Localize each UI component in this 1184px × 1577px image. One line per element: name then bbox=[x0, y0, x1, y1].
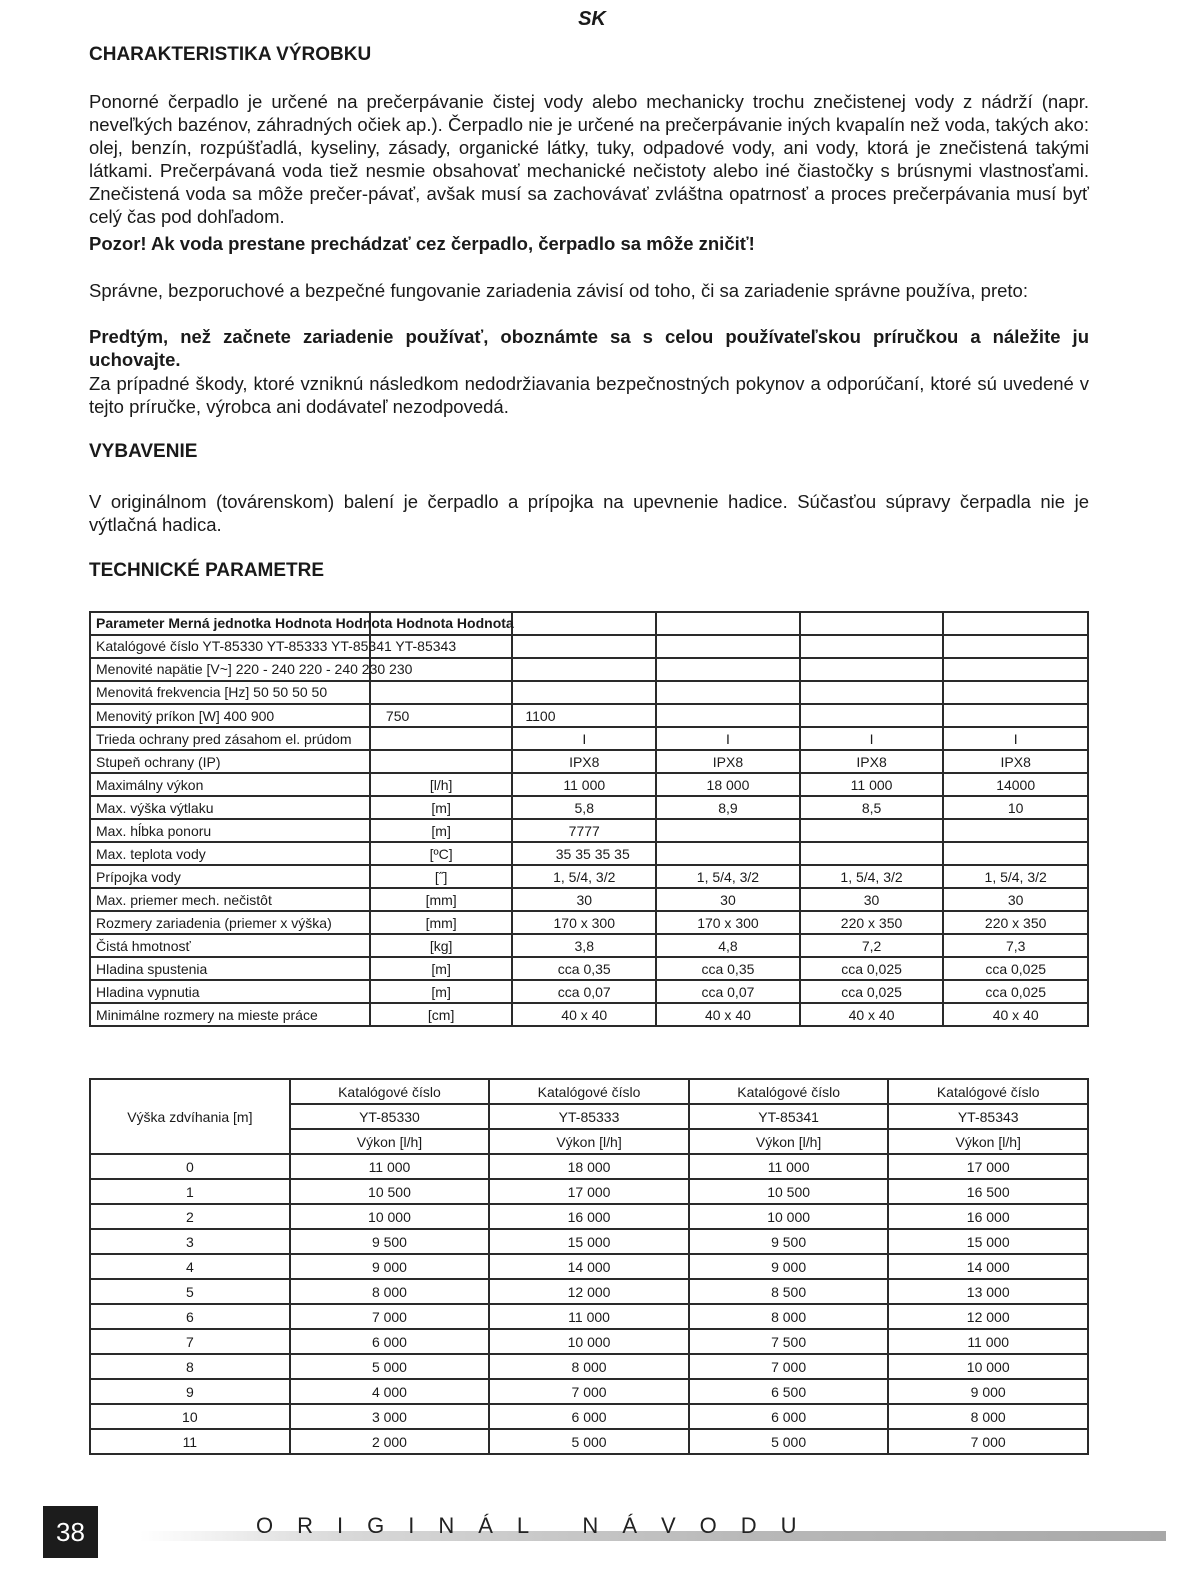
cell: 750 bbox=[370, 704, 512, 727]
output-cell: 5 000 bbox=[290, 1354, 490, 1379]
output-cell: 5 000 bbox=[489, 1429, 689, 1454]
output-cell: 14 000 bbox=[489, 1254, 689, 1279]
table-row bbox=[90, 1229, 1088, 1254]
unit-cell: [˝] bbox=[370, 865, 512, 888]
output-cell: 11 000 bbox=[489, 1304, 689, 1329]
cell: cca 0,07 bbox=[512, 980, 656, 1003]
table-row bbox=[90, 658, 1088, 681]
section-characteristics bbox=[89, 44, 1089, 66]
cell: 3,8 bbox=[512, 934, 656, 957]
table-row bbox=[90, 980, 1088, 1003]
output-cell: 11 000 bbox=[290, 1154, 490, 1179]
output-cell: 4 000 bbox=[290, 1379, 490, 1404]
cell: 8,9 bbox=[656, 796, 800, 819]
cell: cca 0,025 bbox=[943, 957, 1088, 980]
unit-cell: [m] bbox=[370, 957, 512, 980]
unit-header: Výkon [l/h] bbox=[290, 1129, 490, 1154]
table-row bbox=[90, 842, 1088, 865]
spec-table bbox=[89, 611, 1089, 1027]
cell: IPX8 bbox=[800, 750, 944, 773]
output-cell: 9 000 bbox=[888, 1379, 1088, 1404]
bold-manual-wrap bbox=[89, 325, 1089, 371]
table-row bbox=[90, 612, 1088, 635]
table-row bbox=[90, 1204, 1088, 1229]
cell: cca 0,025 bbox=[943, 980, 1088, 1003]
lift-height-cell: 4 bbox=[90, 1254, 290, 1279]
cell: 40 x 40 bbox=[656, 1003, 800, 1026]
output-cell: 10 000 bbox=[489, 1329, 689, 1354]
table-row bbox=[90, 957, 1088, 980]
row-label: Max. hĺbka ponoru bbox=[90, 819, 370, 842]
table-row bbox=[90, 1429, 1088, 1454]
lift-height-cell: 10 bbox=[90, 1404, 290, 1429]
table-row bbox=[90, 727, 1088, 750]
table-row bbox=[90, 796, 1088, 819]
table-row bbox=[90, 1003, 1088, 1026]
cell: IPX8 bbox=[512, 750, 656, 773]
cell: cca 0,025 bbox=[800, 957, 944, 980]
row-label: Menovitý príkon [W] 400 900 bbox=[90, 704, 370, 727]
table-row bbox=[90, 1254, 1088, 1279]
lift-height-cell: 7 bbox=[90, 1329, 290, 1354]
column-header: Katalógové číslo bbox=[290, 1079, 490, 1104]
row-label: Max. teplota vody bbox=[90, 842, 370, 865]
row-label: Max. výška výtlaku bbox=[90, 796, 370, 819]
cell: 11 000 bbox=[800, 773, 944, 796]
output-cell: 6 000 bbox=[489, 1404, 689, 1429]
para-equipment: V originálnom (továrenskom) balení je čerpadlo a prípojka na upevnenie hadice. Súčasťou súpravy čerpadla nie je výtlačná hadica. bbox=[89, 491, 1089, 535]
row-label: Max. priemer mech. nečistôt bbox=[90, 888, 370, 911]
cell: 10 bbox=[943, 796, 1088, 819]
output-cell: 6 000 bbox=[290, 1329, 490, 1354]
output-cell: 2 000 bbox=[290, 1429, 490, 1454]
cell: 7,2 bbox=[800, 934, 944, 957]
cell: 35 35 35 35 bbox=[512, 842, 656, 865]
row-label: Čistá hmotnosť bbox=[90, 934, 370, 957]
unit-cell: [m] bbox=[370, 980, 512, 1003]
output-cell: 3 000 bbox=[290, 1404, 490, 1429]
table-row bbox=[90, 934, 1088, 957]
merged-cell: Parameter Merná jednotka Hodnota Hodnota Hodnota Hodnota bbox=[90, 612, 370, 635]
output-cell: 8 500 bbox=[689, 1279, 889, 1304]
cell: 4,8 bbox=[656, 934, 800, 957]
cell: 8,5 bbox=[800, 796, 944, 819]
para-purpose: Ponorné čerpadlo je určené na prečerpávanie čistej vody alebo mechanicky trochu znečistenej vody z nádrží (napr. neveľkých bazénov, záhradných očiek ap.). Čerpadlo nie je určené na prečerpávanie iných kvapalín než voda, takých ako: olej, benzín, rozpúšťadlá, kyseliny, zásady, organické látky, tuky, odpadové vody, ani vody, ktorá je znečistená takými látkami. Prečerpávaná voda tiež nesmie obsahovať mechanické nečistoty alebo iné čiastočky s brúsnymi vlastnosťami. Znečistená voda sa môže prečer-pávať, avšak musí sa zachovávať zvláštna opatrnosť a proces prečerpávania musí byť celý čas pod dohľadom. bbox=[89, 91, 1089, 227]
cell: 170 x 300 bbox=[512, 911, 656, 934]
row-label: Trieda ochrany pred zásahom el. prúdom bbox=[90, 727, 370, 750]
table-row bbox=[90, 1354, 1088, 1379]
cell: 14000 bbox=[943, 773, 1088, 796]
output-cell: 15 000 bbox=[888, 1229, 1088, 1254]
unit-cell: [m] bbox=[370, 796, 512, 819]
cell: 5,8 bbox=[512, 796, 656, 819]
output-cell: 16 000 bbox=[888, 1204, 1088, 1229]
column-header: Katalógové číslo bbox=[888, 1079, 1088, 1104]
table-row bbox=[90, 773, 1088, 796]
read-manual-text: Predtým, než začnete zariadenie používať, oboznámte sa s celou používateľskou príručkou a náležite ju uchovajte. bbox=[89, 326, 1089, 370]
para-liability-wrap bbox=[89, 372, 1089, 418]
output-cell: 8 000 bbox=[489, 1354, 689, 1379]
cell: 1, 5/4, 3/2 bbox=[943, 865, 1088, 888]
table-row bbox=[90, 1404, 1088, 1429]
lift-table-body bbox=[90, 1154, 1088, 1454]
footer-title: ORIGINÁL NÁVODU bbox=[256, 1513, 821, 1538]
cell: 7,3 bbox=[943, 934, 1088, 957]
output-cell: 16 500 bbox=[888, 1179, 1088, 1204]
cell: 220 x 350 bbox=[800, 911, 944, 934]
lift-height-cell: 8 bbox=[90, 1354, 290, 1379]
output-cell: 12 000 bbox=[888, 1304, 1088, 1329]
unit-cell: [mm] bbox=[370, 911, 512, 934]
unit-header: Výkon [l/h] bbox=[689, 1129, 889, 1154]
model-header: YT-85343 bbox=[888, 1104, 1088, 1129]
output-cell: 10 000 bbox=[689, 1204, 889, 1229]
cell: 30 bbox=[800, 888, 944, 911]
table-row bbox=[90, 1304, 1088, 1329]
output-cell: 7 000 bbox=[290, 1304, 490, 1329]
unit-cell: [kg] bbox=[370, 934, 512, 957]
table-header-row bbox=[90, 1079, 1088, 1104]
output-cell: 11 000 bbox=[689, 1154, 889, 1179]
cell: 30 bbox=[943, 888, 1088, 911]
table-row bbox=[90, 888, 1088, 911]
output-cell: 7 500 bbox=[689, 1329, 889, 1354]
output-cell: 7 000 bbox=[489, 1379, 689, 1404]
lift-height-cell: 0 bbox=[90, 1154, 290, 1179]
row-label: Stupeň ochrany (IP) bbox=[90, 750, 370, 773]
lift-height-cell: 5 bbox=[90, 1279, 290, 1304]
lift-height-cell: 11 bbox=[90, 1429, 290, 1454]
output-cell: 11 000 bbox=[888, 1329, 1088, 1354]
output-cell: 10 500 bbox=[290, 1179, 490, 1204]
output-cell: 18 000 bbox=[489, 1154, 689, 1179]
output-cell: 8 000 bbox=[290, 1279, 490, 1304]
table-row bbox=[90, 1279, 1088, 1304]
table-row bbox=[90, 681, 1088, 704]
table-row bbox=[90, 1179, 1088, 1204]
output-cell: 14 000 bbox=[888, 1254, 1088, 1279]
cell: 30 bbox=[656, 888, 800, 911]
table-row bbox=[90, 911, 1088, 934]
table-row bbox=[90, 750, 1088, 773]
unit-cell: [ºC] bbox=[370, 842, 512, 865]
output-cell: 7 000 bbox=[888, 1429, 1088, 1454]
lift-height-cell: 2 bbox=[90, 1204, 290, 1229]
heading-equipment: VYBAVENIE bbox=[89, 441, 198, 462]
para-liability: Za prípadné škody, ktoré vzniknú následkom nedodržiavania bezpečnostných pokynov a odporúčaní, ktoré sú uvedené v tejto príručke, výrobca ani dodávateľ nezodpovedá. bbox=[89, 373, 1089, 417]
output-cell: 9 500 bbox=[290, 1229, 490, 1254]
output-cell: 10 000 bbox=[888, 1354, 1088, 1379]
output-cell: 6 500 bbox=[689, 1379, 889, 1404]
table-row bbox=[90, 865, 1088, 888]
output-cell: 9 000 bbox=[290, 1254, 490, 1279]
cell: I bbox=[800, 727, 944, 750]
column-header: Katalógové číslo bbox=[689, 1079, 889, 1104]
merged-cell: Katalógové číslo YT-85330 YT-85333 YT-85341 YT-85343 bbox=[90, 635, 370, 658]
unit-header: Výkon [l/h] bbox=[489, 1129, 689, 1154]
output-cell: 6 000 bbox=[689, 1404, 889, 1429]
cell: IPX8 bbox=[656, 750, 800, 773]
row-label: Rozmery zariadenia (priemer x výška) bbox=[90, 911, 370, 934]
cell: I bbox=[656, 727, 800, 750]
cell: 1, 5/4, 3/2 bbox=[512, 865, 656, 888]
lift-height-cell: 9 bbox=[90, 1379, 290, 1404]
output-cell: 9 500 bbox=[689, 1229, 889, 1254]
output-cell: 15 000 bbox=[489, 1229, 689, 1254]
corner-header: Výška zdvíhania [m] bbox=[90, 1079, 290, 1154]
output-cell: 8 000 bbox=[888, 1404, 1088, 1429]
unit-cell: [l/h] bbox=[370, 773, 512, 796]
cell: 40 x 40 bbox=[800, 1003, 944, 1026]
model-header: YT-85330 bbox=[290, 1104, 490, 1129]
heading-characteristics: CHARAKTERISTIKA VÝROBKU bbox=[89, 44, 372, 65]
unit-cell bbox=[370, 750, 512, 773]
table-row bbox=[90, 1379, 1088, 1404]
cell: 40 x 40 bbox=[943, 1003, 1088, 1026]
cell: cca 0,35 bbox=[656, 957, 800, 980]
output-cell: 9 000 bbox=[689, 1254, 889, 1279]
row-label: Maximálny výkon bbox=[90, 773, 370, 796]
column-header: Katalógové číslo bbox=[489, 1079, 689, 1104]
section-equipment bbox=[89, 441, 1089, 463]
warning-text: Pozor! Ak voda prestane prechádzať cez čerpadlo, čerpadlo sa môže zničiť! bbox=[89, 233, 755, 254]
unit-cell: [cm] bbox=[370, 1003, 512, 1026]
cell: I bbox=[943, 727, 1088, 750]
unit-header: Výkon [l/h] bbox=[888, 1129, 1088, 1154]
section-technical bbox=[89, 560, 1089, 582]
cell: 1, 5/4, 3/2 bbox=[800, 865, 944, 888]
row-label: Minimálne rozmery na mieste práce bbox=[90, 1003, 370, 1026]
unit-cell: [m] bbox=[370, 819, 512, 842]
output-cell: 7 000 bbox=[689, 1354, 889, 1379]
cell: IPX8 bbox=[943, 750, 1088, 773]
cell: cca 0,35 bbox=[512, 957, 656, 980]
table-row bbox=[90, 635, 1088, 658]
page-number: 38 bbox=[43, 1506, 98, 1558]
cell: 40 x 40 bbox=[512, 1003, 656, 1026]
lift-table bbox=[89, 1078, 1089, 1455]
language-code: SK bbox=[578, 8, 606, 30]
cell: 18 000 bbox=[656, 773, 800, 796]
unit-cell: [mm] bbox=[370, 888, 512, 911]
lift-height-cell: 3 bbox=[90, 1229, 290, 1254]
table-row bbox=[90, 1154, 1088, 1179]
merged-cell: Menovitá frekvencia [Hz] 50 50 50 50 bbox=[90, 681, 370, 704]
table-row bbox=[90, 704, 1088, 727]
cell: 1100 bbox=[512, 704, 656, 727]
output-cell: 12 000 bbox=[489, 1279, 689, 1304]
row-label: Hladina spustenia bbox=[90, 957, 370, 980]
cell: I bbox=[512, 727, 656, 750]
output-cell: 8 000 bbox=[689, 1304, 889, 1329]
model-header: YT-85333 bbox=[489, 1104, 689, 1129]
lift-height-cell: 1 bbox=[90, 1179, 290, 1204]
lift-height-cell: 6 bbox=[90, 1304, 290, 1329]
cell: cca 0,07 bbox=[656, 980, 800, 1003]
table-row bbox=[90, 819, 1088, 842]
model-header: YT-85341 bbox=[689, 1104, 889, 1129]
para-usage-wrap bbox=[89, 279, 1089, 302]
output-cell: 13 000 bbox=[888, 1279, 1088, 1304]
heading-technical: TECHNICKÉ PARAMETRE bbox=[89, 560, 325, 581]
row-label: Prípojka vody bbox=[90, 865, 370, 888]
cell: 7777 bbox=[512, 819, 656, 842]
row-label: Hladina vypnutia bbox=[90, 980, 370, 1003]
cell: 220 x 350 bbox=[943, 911, 1088, 934]
output-cell: 17 000 bbox=[489, 1179, 689, 1204]
cell: 170 x 300 bbox=[656, 911, 800, 934]
output-cell: 17 000 bbox=[888, 1154, 1088, 1179]
output-cell: 10 500 bbox=[689, 1179, 889, 1204]
cell: cca 0,025 bbox=[800, 980, 944, 1003]
output-cell: 10 000 bbox=[290, 1204, 490, 1229]
cell: 1, 5/4, 3/2 bbox=[656, 865, 800, 888]
para-purpose-wrap bbox=[89, 90, 1089, 228]
output-cell: 16 000 bbox=[489, 1204, 689, 1229]
cell: 11 000 bbox=[512, 773, 656, 796]
merged-cell: Menovité napätie [V~] 220 - 240 220 - 240 230 230 bbox=[90, 658, 370, 681]
warning-wrap bbox=[89, 232, 1089, 255]
cell: 30 bbox=[512, 888, 656, 911]
para-usage: Správne, bezporuchové a bezpečné fungovanie zariadenia závisí od toho, či sa zariadenie správne používa, preto: bbox=[89, 280, 1028, 301]
table-row bbox=[90, 1329, 1088, 1354]
output-cell: 5 000 bbox=[689, 1429, 889, 1454]
para-equipment-wrap bbox=[89, 490, 1089, 536]
